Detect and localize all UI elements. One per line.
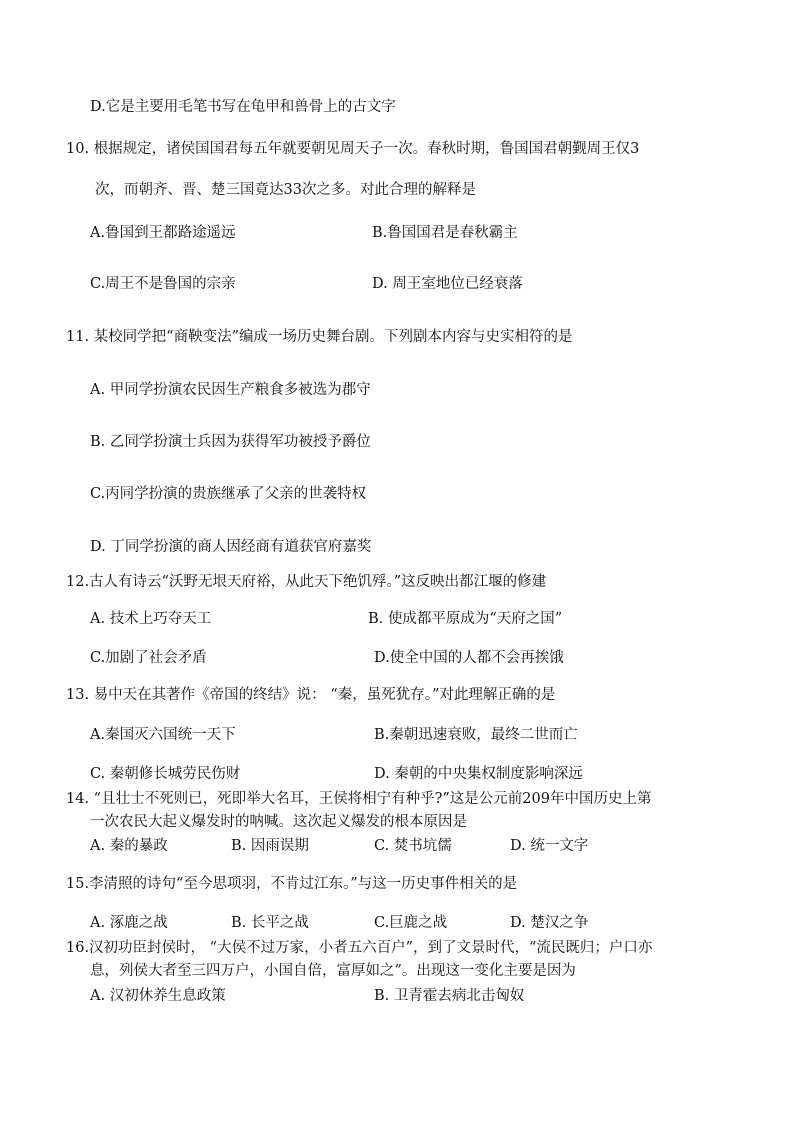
q13-option-b: B.秦朝迅速衰败，最终二世而亡 [374, 727, 578, 743]
q16-stem-line1: 16.汉初功臣封侯时， “大侯不过万家，小者五六百户”，到了文景时代，“流民既归；户口亦 [66, 940, 653, 956]
q13-option-c: C. 秦朝修长城劳民伤财 [90, 766, 241, 782]
q16-option-a: A. 汉初休养生息政策 [90, 988, 226, 1004]
q12-option-a: A. 技术上巧夺天工 [90, 611, 212, 627]
q11-option-d: D. 丁同学扮演的商人因经商有道获官府嘉奖 [90, 539, 372, 555]
q11-option-a: A. 甲同学扮演农民因生产粮食多被选为郡守 [90, 382, 371, 398]
q13-option-a: A.秦国灭六国统一天下 [90, 727, 236, 743]
q13-stem: 13. 易中天在其著作《帝国的终结》说： “秦，虽死犹存。”对此理解正确的是 [66, 687, 556, 703]
q10-option-a: A.鲁国到王都路途遥远 [90, 225, 236, 241]
q11-stem: 11. 某校同学把“商鞅变法”编成一场历史舞台剧。下列剧本内容与史实相符的是 [66, 329, 573, 345]
q16-stem-line2: 息，列侯大者至三四万户，小国自倍，富厚如之”。出现这一变化主要是因为 [90, 963, 576, 979]
q15-option-b: B. 长平之战 [231, 915, 309, 931]
q15-option-a: A. 涿鹿之战 [90, 915, 168, 931]
q15-option-d: D. 楚汉之争 [510, 915, 589, 931]
q11-option-b: B. 乙同学扮演士兵因为获得军功被授予爵位 [90, 434, 371, 450]
q14-stem-line1: 14. “且壮士不死则已，死即举大名耳，王侯将相宁有种乎?”这是公元前209年中国历史上第 [66, 791, 652, 807]
q12-option-c: C.加剧了社会矛盾 [90, 650, 207, 666]
q15-option-c: C.巨鹿之战 [374, 915, 448, 931]
q14-stem-line2: 一次农民大起义爆发时的呐喊。这次起义爆发的根本原因是 [90, 814, 467, 830]
q14-option-b: B. 因雨误期 [231, 838, 309, 854]
q10-option-d: D. 周王室地位已经衰落 [372, 276, 523, 292]
q15-stem: 15.李清照的诗句“至今思项羽，不肯过江东。”与这一历史事件相关的是 [66, 876, 518, 892]
q14-option-a: A. 秦的暴政 [90, 838, 168, 854]
q12-stem: 12.古人有诗云“沃野无垠天府裕，从此天下绝饥殍。”这反映出都江堰的修建 [66, 574, 547, 590]
q10-option-b: B.鲁国国君是春秋霸主 [372, 225, 518, 241]
q12-option-b: B. 使成都平原成为“天府之国” [368, 611, 563, 627]
q10-stem-line1: 10. 根据规定，诸侯国国君每五年就要朝见周天子一次。春秋时期，鲁国国君朝觐周王仅3 [66, 141, 640, 157]
q16-option-b: B. 卫青霍去病北击匈奴 [374, 988, 525, 1004]
q13-option-d: D. 秦朝的中央集权制度影响深远 [374, 766, 583, 782]
q12-option-d: D.使全中国的人都不会再挨饿 [374, 650, 564, 666]
q10-stem-line2: 次，而朝齐、晋、楚三国竟达33次之多。对此合理的解释是 [95, 182, 476, 198]
q9-option-d: D.它是主要用毛笔书写在龟甲和兽骨上的古文字 [90, 99, 396, 115]
q10-option-c: C.周王不是鲁国的宗亲 [90, 276, 236, 292]
q14-option-d: D. 统一文字 [510, 838, 589, 854]
q14-option-c: C. 焚书坑儒 [374, 838, 452, 854]
q11-option-c: C.丙同学扮演的贵族继承了父亲的世袭特权 [90, 486, 367, 502]
